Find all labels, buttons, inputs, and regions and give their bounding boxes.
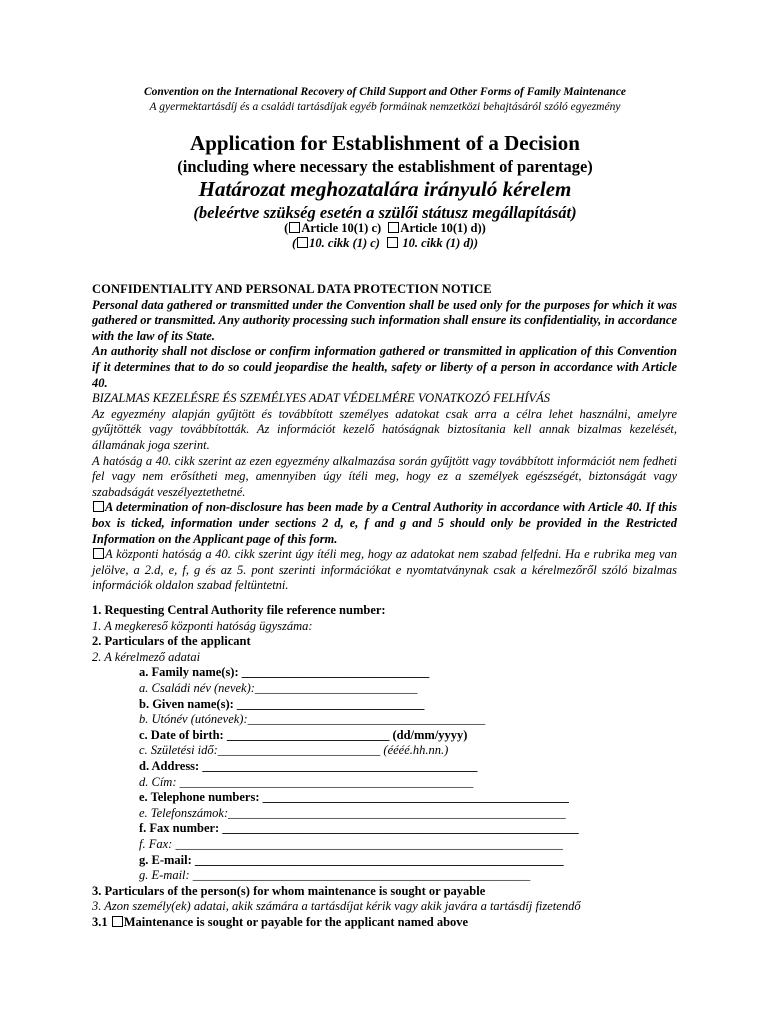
- nondisclosure-label-en: A determination of non-disclosure has been made by a Central Authority in accordance with Article 40. If this box is ticked, information under sections 2 d, e, f and g and 5 should only be provided in the Restricted Information on the Applicant page of this form.: [92, 500, 677, 546]
- date-of-birth-field[interactable]: c. Date of birth: __________________________ (dd/mm/yyyy): [139, 727, 468, 742]
- fax-label-hu: f. Fax: ______________________________________________________________: [139, 836, 563, 851]
- nondisclosure-checkbox-hu[interactable]: [93, 548, 104, 559]
- cikk-10-1d-checkbox[interactable]: [387, 237, 398, 248]
- article-10-1c-checkbox[interactable]: [289, 222, 300, 233]
- section-3-label-hu: 3. Azon személy(ek) adatai, akik számára a tartásdíjat kérik vagy akik javára a tartásdíj fizetendő: [92, 899, 581, 914]
- fax-field[interactable]: f. Fax number: _________________________________________________________: [139, 821, 579, 836]
- nondisclosure-checkbox[interactable]: [93, 501, 104, 512]
- telephone-field[interactable]: e. Telephone numbers: _________________________________________________: [139, 790, 569, 805]
- cikk-10-1c-checkbox[interactable]: [297, 237, 308, 248]
- article-options-hu: ( 10. cikk (1) c) 10. cikk (1) d)): [291, 236, 479, 250]
- email-label-hu: g. E-mail: ______________________________________________________: [139, 868, 531, 883]
- notice-paragraph-2-en: An authority shall not disclose or confirm information gathered or transmitted in application of this Convention if it determines that to do so could jeopardise the health, safety or liberty of a person in accordance with Article 40.: [92, 344, 677, 390]
- article-10-1d-label: Article 10(1) d)): [400, 221, 486, 235]
- section-3-1-checkbox[interactable]: [112, 916, 123, 927]
- notice-heading-en: CONFIDENTIALITY AND PERSONAL DATA PROTECTION NOTICE: [92, 282, 492, 296]
- notice-paragraph-2-hu: A hatóság a 40. cikk szerint az ezen egyezmény alkalmazása során gyűjtött vagy továbbított információt nem fedheti fel vagy nem erősítheti meg, amennyiben úgy ítéli meg, hogy ez a személyek egészségét, biztonságát vagy szabadságát veszélyeztethetné.: [92, 453, 677, 499]
- section-3-1-number: 3.1: [92, 914, 108, 929]
- notice-heading-hu: BIZALMAS KEZELÉSRE ÉS SZEMÉLYES ADAT VÉDELMÉRE VONATKOZÓ FELHÍVÁS: [92, 391, 551, 406]
- date-of-birth-label-hu: c. Születési idő:__________________________ (éééé.hh.nn.): [139, 743, 449, 758]
- form-subtitle-hu: (beleértve szükség esetén a szülői státusz megállapítását): [193, 203, 577, 222]
- telephone-label-hu: e. Telefonszámok:______________________________________________________: [139, 805, 566, 820]
- nondisclosure-option-hu: [92, 547, 677, 594]
- form-title-hu: Határozat meghozatalára irányuló kérelem: [198, 177, 572, 201]
- form-title-en: Application for Establishment of a Decision: [190, 131, 580, 155]
- given-name-label-hu: b. Utónév (utónevek):______________________________________: [139, 712, 486, 727]
- section-3-1-label: Maintenance is sought or payable for the applicant named above: [123, 914, 469, 929]
- application-sections: [92, 603, 692, 930]
- nondisclosure-label-hu: A központi hatóság a 40. cikk szerint úgy ítéli meg, hogy az adatokat nem szabad felfedni. Ha e rubrika meg van jelölve, a 2.d, e, f, g és az 5. pont szerinti információkat e nyomtatványnak csak a kérelmezőről szóló bizalmas információk oldalon szabad feltüntetni.: [92, 547, 677, 593]
- given-name-field[interactable]: b. Given name(s): ______________________________: [139, 696, 425, 711]
- cikk-10-1c-label: 10. cikk (1) c): [309, 236, 380, 250]
- article-10-1c-label: Article 10(1) c): [301, 221, 382, 235]
- form-subtitle-en: (including where necessary the establishment of parentage): [177, 157, 593, 176]
- section-1-label-en: 1. Requesting Central Authority file reference number:: [92, 603, 386, 617]
- convention-title-en: Convention on the International Recovery of Child Support and Other Forms of Family Maintenance: [143, 86, 627, 98]
- confidentiality-notice: [92, 282, 677, 594]
- section-3-1-option: [92, 915, 692, 931]
- article-options-en: ( Article 10(1) c) Article 10(1) d)): [284, 221, 486, 235]
- address-field[interactable]: d. Address: ____________________________________________: [139, 758, 478, 773]
- nondisclosure-option-en: [92, 500, 677, 547]
- notice-paragraph-1-en: Personal data gathered or transmitted under the Convention shall be used only for the purposes for which it was gathered or transmitted. Any authority processing such information shall ensure its confidentiality, in accordance with the law of its State.: [92, 297, 677, 343]
- section-2-label-hu: 2. A kérelmező adatai: [92, 649, 201, 664]
- family-name-label-hu: a. Családi név (nevek):__________________________: [139, 680, 418, 695]
- notice-paragraph-1-hu: Az egyezmény alapján gyűjtött és továbbított személyes adatokat csak arra a célra lehet használni, amelyre gyűjtötték vagy továbbították. Az információt kezelő hatóságnak biztosítania kell annak bizalmas kezelését, államának joga szerint.: [92, 406, 677, 452]
- family-name-field[interactable]: a. Family name(s): ______________________________: [139, 665, 430, 680]
- section-1-label-hu: 1. A megkereső központi hatóság ügyszáma:: [92, 618, 313, 633]
- section-2-label-en: 2. Particulars of the applicant: [92, 634, 251, 649]
- address-label-hu: d. Cím: _______________________________________________: [139, 774, 474, 789]
- article-10-1d-checkbox[interactable]: [388, 222, 399, 233]
- email-field[interactable]: g. E-mail: ___________________________________________________________: [139, 852, 564, 867]
- section-3-label-en: 3. Particulars of the person(s) for whom maintenance is sought or payable: [92, 883, 486, 898]
- cikk-10-1d-label: 10. cikk (1) d)): [402, 236, 479, 250]
- convention-title-hu: A gyermektartásdíj és a családi tartásdíjak egyéb formáinak nemzetközi behajtásáról szóló egyezmény: [149, 101, 621, 113]
